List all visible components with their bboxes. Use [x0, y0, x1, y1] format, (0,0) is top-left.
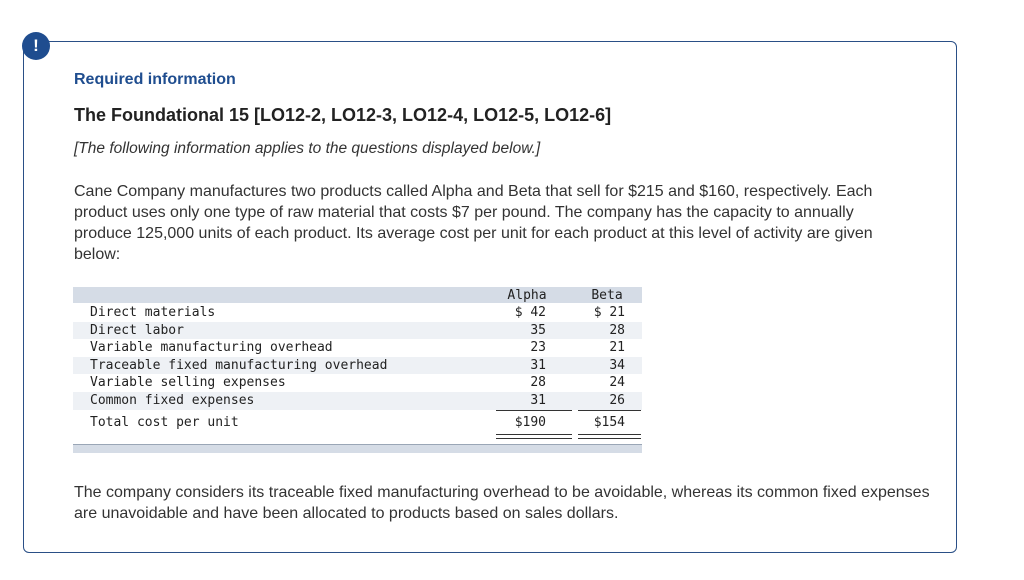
beta-value: 34 [609, 357, 625, 373]
instruction-note: [The following information applies to the questions displayed below.] [74, 140, 541, 157]
table-row [73, 322, 642, 340]
row-label: Direct labor [90, 322, 184, 338]
closing-paragraph: The company considers its traceable fixed manufacturing overhead to be avoidable, whereas its common fixed expenses are unavoidable and have been allocated to products based on sales dollars. [74, 484, 930, 522]
total-double-rule-alpha [496, 434, 572, 439]
info-card [23, 41, 957, 553]
alpha-total: $190 [514, 415, 546, 430]
column-header-beta: Beta [591, 288, 623, 303]
section-title: The Foundational 15 [LO12-2, LO12-3, LO12-4, LO12-5, LO12-6] [74, 105, 612, 125]
beta-value: 21 [609, 340, 625, 356]
row-label: Variable manufacturing overhead [90, 340, 333, 356]
column-header-alpha: Alpha [507, 288, 547, 303]
row-label: Traceable fixed manufacturing overhead [90, 357, 388, 373]
alpha-value: 35 [530, 322, 546, 338]
required-info-label: Required information [74, 71, 236, 88]
table-row [73, 392, 642, 410]
alpha-value: 31 [530, 357, 546, 373]
row-label: Variable selling expenses [90, 375, 286, 391]
beta-value: 28 [609, 322, 625, 338]
beta-value: 26 [609, 393, 625, 408]
total-row [73, 414, 642, 432]
cost-table [73, 285, 642, 453]
total-double-rule-beta [578, 434, 641, 439]
row-label: Direct materials [90, 305, 216, 320]
row-label: Common fixed expenses [90, 393, 255, 408]
alpha-value: $ 42 [514, 305, 546, 320]
beta-value: 24 [609, 375, 625, 391]
total-label: Total cost per unit [90, 415, 239, 430]
alpha-value: 28 [530, 375, 546, 391]
alpha-value: 23 [530, 340, 546, 356]
alpha-value: 31 [530, 393, 546, 408]
subtotal-rule-beta [578, 410, 641, 411]
table-row [73, 339, 642, 357]
table-row [73, 374, 642, 392]
intro-paragraph: Cane Company manufactures two products called Alpha and Beta that sell for $215 and $160, respectively. Each product uses only one type of raw material that costs $7 per pound. The company has the capacity to annually produce 125,000 units of each product. Its average cost per unit for each product at this level of activity are given below: [74, 183, 873, 263]
table-row [73, 357, 642, 375]
beta-total: $154 [593, 415, 625, 430]
subtotal-rule-alpha [496, 410, 572, 411]
alert-icon: ! [22, 32, 50, 60]
table-footer-band [73, 444, 642, 453]
beta-value: $ 21 [593, 305, 625, 320]
table-row [73, 304, 642, 322]
